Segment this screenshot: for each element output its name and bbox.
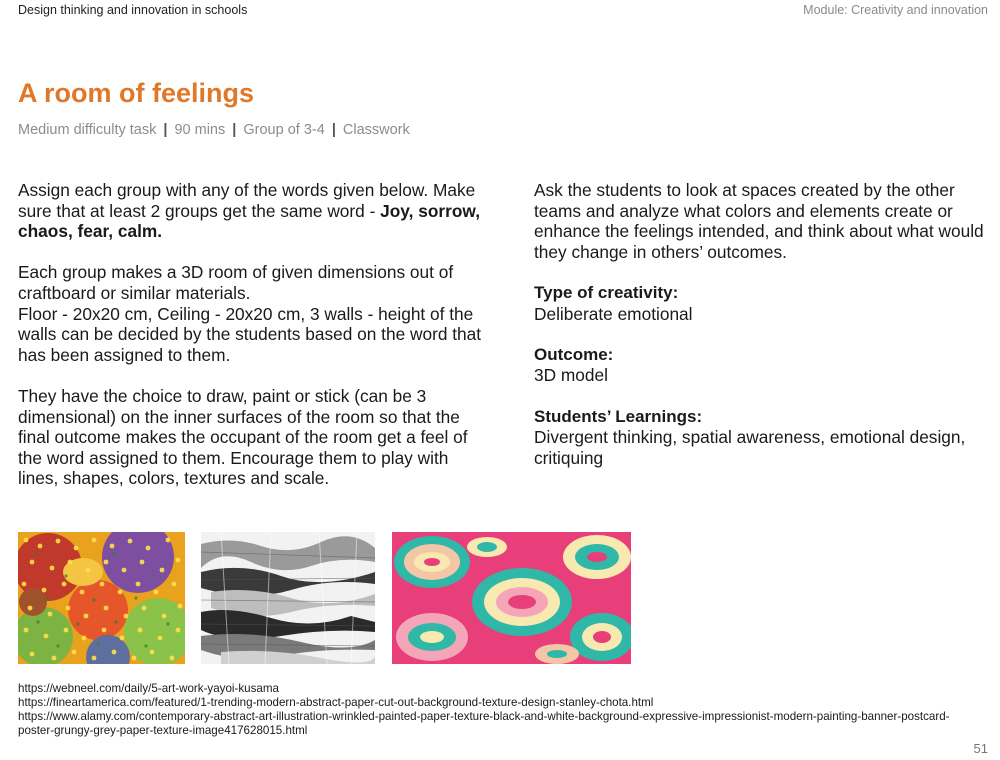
instruction-paragraph: They have the choice to draw, paint or stick (can be 3 dimensional) on the inner surfaces of the room so that the final outcome makes the occupant of the room get a feel of the word assigned to them. Encourage them to play with lines, shapes, colors, textures and scale. (18, 385, 468, 489)
review-paragraph: Ask the students to look at spaces created by the other teams and analyze what colors and elements create or enhance the feelings intended, and think about what would they change in others’ outcomes. (534, 180, 984, 262)
creativity-value: Deliberate emotional (534, 303, 693, 324)
instruction-paragraph (18, 262, 488, 365)
kusama-artwork-graphic (18, 532, 185, 664)
outcome-value: 3D model (534, 365, 608, 386)
dimensions-text: Floor - 20x20 cm, Ceiling - 20x20 cm, 3 walls - height of the walls can be decided by the students based on the word that has been assigned to them. (18, 303, 482, 365)
learnings-value: Divergent thinking, spatial awareness, emotional design, critiquing (534, 427, 966, 468)
reference-link[interactable]: https://fineartamerica.com/featured/1-trending-modern-abstract-paper-cut-out-background-texture-design-stanley-chota.html (18, 696, 654, 709)
group-size-label: Group of 3-4 (243, 122, 325, 138)
paper-cutout-image (392, 532, 631, 664)
duration-label: 90 mins (174, 122, 226, 138)
task-meta (18, 122, 410, 138)
meta-separator: | (163, 122, 168, 138)
meta-separator: | (331, 122, 336, 138)
instructions-column (18, 180, 488, 510)
difficulty-label: Medium difficulty task (18, 122, 157, 138)
outcome (534, 345, 986, 386)
instruction-paragraph (18, 180, 488, 242)
reference-link[interactable]: https://webneel.com/daily/5-art-work-yayoi-kusama (18, 682, 279, 695)
kusama-artwork-image (18, 532, 185, 664)
page-number: 51 (973, 741, 988, 756)
creativity-label: Type of creativity: (534, 282, 679, 302)
outcome-label: Outcome: (534, 344, 614, 364)
details-column (534, 180, 986, 489)
wrinkled-paper-image (201, 532, 375, 664)
page-title: A room of feelings (18, 78, 255, 108)
image-references (18, 682, 983, 738)
paper-cutout-graphic (392, 532, 631, 664)
reference-link[interactable]: https://www.alamy.com/contemporary-abstract-art-illustration-wrinkled-painted-paper-texture-black-and-white-background-expressive-impressionist-modern-painting-banner-postcard-poster-grungy-grey-paper-texture-image417628015.html (18, 710, 950, 737)
mode-label: Classwork (342, 122, 410, 138)
module-label: Module: Creativity and innovation (803, 3, 988, 17)
instruction-text: Each group makes a 3D room of given dimensions out of craftboard or similar materials. (18, 262, 454, 303)
learnings (534, 407, 986, 469)
creativity-type (534, 283, 986, 324)
meta-separator: | (232, 122, 237, 138)
feeling-words: Joy, sorrow, chaos, fear, calm. (18, 200, 481, 242)
instruction-text: Assign each group with any of the words given below. Make sure that at least 2 groups get the same word - (18, 180, 476, 221)
learnings-label: Students’ Learnings: (534, 406, 703, 426)
course-title: Design thinking and innovation in schools (18, 3, 248, 17)
wrinkled-paper-graphic (201, 532, 375, 664)
